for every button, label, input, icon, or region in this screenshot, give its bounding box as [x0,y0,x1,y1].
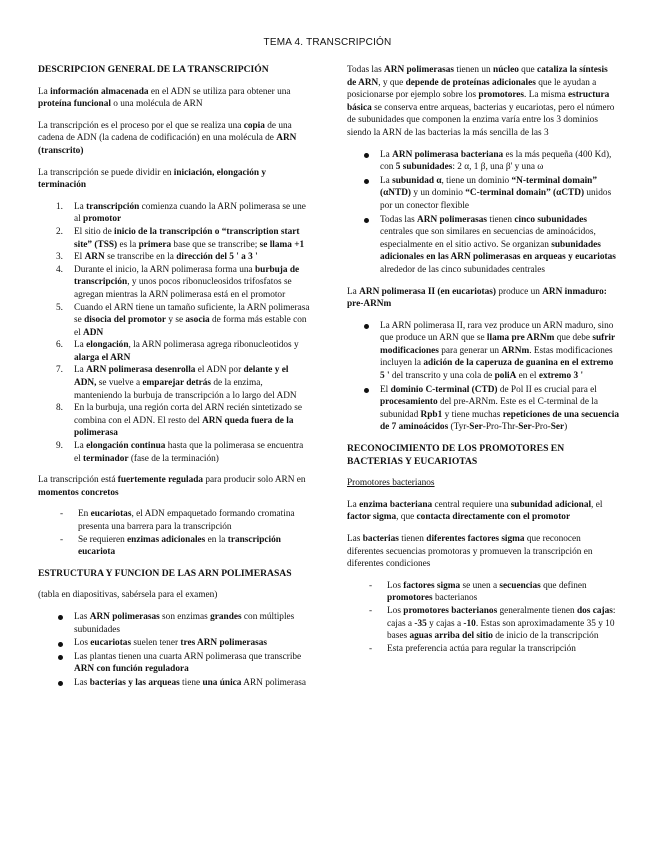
text-run: centrales que son similares en secuencias de aminoácidos, especialmente en el sitio activo. Se organizan [380,227,596,250]
bold-text: ARN con función reguladora [74,664,189,675]
text-run: se unen a [460,580,500,591]
bold-text: transcripción eucariota [78,534,281,558]
bold-text: llama pre ARNm [486,333,555,344]
text-run: que debe [554,333,593,344]
bold-text: enzimas adicionales [127,534,206,545]
text-run: se vuelve a [96,378,143,389]
bold-text: adición de la caperuza de guanina en el extremo 5 ' [380,358,614,382]
bold-text: disocia del promotor [84,315,167,326]
bold-text: dirección del 5 ' a 3 ' [176,252,258,263]
text-run: La [380,175,393,186]
text-run: o una molécula de ARN [110,99,203,110]
numbered-list-steps [38,201,310,465]
text-run: y tiene muchas [442,409,503,420]
text-run: que definen [540,580,587,591]
text-run: Los [74,638,91,649]
text-run: de una cadena de ADN (la cadena de codificación) en una molécula de [38,120,292,144]
text-run: se transcribe en la [104,252,177,263]
bold-text: -35 [414,618,427,629]
bold-text: subunidad adicional [510,499,592,510]
list-item [347,580,619,605]
list-item [38,226,310,251]
bold-text: factores sigma [403,580,461,591]
list-item [38,264,310,302]
dash-list [38,508,310,558]
section-heading-overview: DESCRIPCION GENERAL DE LA TRANSCRIPCIÓN [38,64,269,75]
bold-text: Ser [550,422,565,433]
list-item [38,508,310,533]
bold-text: enzima bacteriana [359,499,433,510]
section-heading-structure: ESTRUCTURA Y FUNCION DE LAS ARN POLIMERASAS [38,567,292,579]
text-run: Durante el inicio, la ARN polimerasa forma una [74,264,255,275]
list-item [38,637,310,650]
text-run: La ARN polimerasa II, rara vez produce un ARN maduro, sino que produce un ARN que se [380,320,614,344]
bold-text: iniciación, elongación y terminación [38,167,266,191]
bold-text: asocia [185,315,210,326]
text-run: y se [166,315,186,326]
bold-text: ARN [84,252,105,263]
text-run: La [74,201,87,212]
text-run: tiene [179,677,203,688]
text-run: de Pol II es crucial para el [497,384,597,395]
paragraph [347,286,619,311]
paragraph [38,167,310,192]
paragraph [38,86,310,111]
text-run: , el ADN empaquetado formando cromatina presenta una barrera para la transcripción [78,509,295,532]
bold-text: eucariotas [90,509,132,520]
text-run: , y unos pocos ribonucleosidos trifosfatos se agregan mientras la ARN polimerasa está en el promotor [74,277,292,300]
bold-text: “C-terminal domain” (αCTD) [465,188,585,199]
list-item [38,302,310,340]
bold-text: ARN polimerasas [89,611,160,622]
text-run: La [380,149,393,160]
text-run: que [518,65,537,75]
text-run: Las [74,611,90,622]
list-item [347,643,619,656]
text-run: : cajas a [387,605,616,629]
text-run: para producir solo ARN en [203,475,306,486]
bold-text: procesamiento [380,397,438,408]
text-run: El [380,384,391,395]
bold-text: subunidades adicionales en las ARN polimerasas en arqueas y eucariotas [380,239,616,263]
text-run: ) [564,422,568,433]
text-run: son enzimas [159,611,211,622]
subheading-bacterial-promoters: Promotores bacterianos [347,478,435,489]
list-number: 8. [56,403,63,414]
text-run: es la [117,239,139,250]
bold-text: ARN polimerasa bacteriana [392,149,504,160]
list-item [38,364,310,402]
text-run: produce un [496,286,543,297]
bold-text: ARN polimerasa II (en eucariotas) [359,286,496,297]
text-run: (fase de la terminación) [128,453,219,464]
bold-text: delante y el ADN, [74,365,289,389]
list-item [38,440,310,465]
bold-text: se llama +1 [259,239,305,250]
bold-text: dos cajas [576,605,613,616]
bold-text: alarga el ARN [74,352,131,363]
list-item [347,605,619,643]
text-run: La [38,86,51,97]
bold-text: cataliza la síntesis de ARN [347,65,608,88]
text-run: es la más pequeña (400 Kd), con [380,149,612,173]
text-run: base que se transcribe; [171,239,260,250]
bold-text: fuertemente regulada [117,475,204,486]
bold-text: -10 [463,618,476,629]
bold-text: dominio C-terminal (CTD) [390,384,498,395]
text-run: Los [387,580,404,591]
paragraph-note: (tabla en diapositivas, sabérsela para el examen) [38,590,218,601]
text-run: Las [347,534,363,544]
bold-text: tres ARN polimerasas [180,638,267,649]
list-item [38,611,310,636]
text-run: , y que [378,77,406,88]
dash-list [347,580,619,656]
text-run: comienza cuando la ARN polimerasa se une al [74,201,306,225]
text-run: ARN polimerasa [241,677,307,688]
bold-text: “N-terminal domain” (αNTD) [380,175,597,199]
text-run: Las plantas tienen una cuarta ARN polimerasa que transcribe [74,651,302,662]
bold-text: promotores [478,90,525,101]
list-item [347,214,619,277]
list-item [38,201,310,226]
text-run: unidos por un conector flexible [380,188,612,211]
text-run: , que [396,512,417,523]
text-run: central requiere una [432,499,511,510]
bold-text: promotores bacterianos [403,605,498,616]
text-run: Los [387,605,404,616]
bold-text: ARN queda fuera de la polimerasa [74,415,294,439]
left-column [38,64,310,699]
bold-text: ARN polimerasas [384,65,455,75]
bullet-list [347,320,619,434]
bold-text: ARN polimerasa desenrolla [86,365,196,376]
text-run: de forma más estable con el [74,315,307,338]
paragraph [347,64,619,140]
text-run: . Estas modificaciones incluyen la [380,345,613,369]
text-run: La [74,340,87,351]
text-run: La transcripción se puede dividir en [38,167,174,178]
text-run: Todas las [380,214,418,225]
bold-text: factor sigma [347,512,397,523]
bold-text: eucariotas [90,638,132,649]
bold-text: emparejar detrás [142,378,212,389]
bold-text: terminador [83,453,129,464]
text-run: hasta que la polimerasa se encuentra el [74,441,304,464]
bold-text: poliA [494,371,517,382]
bold-text: Ser [469,422,483,433]
bold-text: elongación [86,340,129,351]
list-number: 2. [56,226,63,237]
paragraph [38,120,310,158]
text-run: . La misma [524,90,568,101]
text-run: La [74,441,87,452]
text-run: de la enzima, manteniendo la burbuja de transcripción a lo largo del ADN [74,378,297,401]
text-run: que le ayudan a posicionarse por ejemplo sobre los [347,77,597,101]
text-run: En [78,509,91,520]
bold-text: núcleo [493,65,519,75]
text-run: que reconocen diferentes secuencias promotoras y promueven la transcripción en diferentes condiciones [347,534,593,570]
bold-text: repeticiones de una secuencia de 7 aminoácidos [380,409,619,433]
bold-text: sufrir modificaciones [380,333,615,356]
bold-text: transcripción [86,201,140,212]
list-number: 7. [56,365,63,376]
list-number: 3. [56,252,63,263]
text-run: generalmente tienen [497,605,577,616]
bold-text: momentos concretos [38,487,119,498]
bold-text: ARN (transcrito) [38,133,297,156]
paragraph [38,474,310,499]
bold-text: diferentes factores sigma [426,534,525,544]
list-number: 9. [56,441,63,452]
text-run: , tiene un dominio [441,175,512,186]
bold-text: extremo 3 ' [538,371,584,382]
bold-text: ARN polimerasas [417,214,488,225]
bold-text: elongación continua [86,441,166,452]
text-run: , el [591,499,603,510]
text-run: en el ADN se utiliza para obtener una [148,86,291,97]
list-item [347,384,619,434]
bold-text: aguas arriba del sitio [409,631,493,642]
text-run: alrededor de las cinco subunidades centrales [380,264,545,275]
text-run: La transcripción está [38,475,118,486]
bold-text: contacta directamente con el promotor [416,512,571,523]
text-run: -Pro-Thr- [482,422,519,433]
list-number: 4. [56,264,63,275]
bold-text: bacterias [362,534,399,544]
text-run: , la ARN polimerasa agrega ribonucleotidos y [128,340,299,351]
bullet-list [347,149,619,277]
bold-text: depende de proteínas adicionales [405,77,536,88]
bold-text: primera [138,239,172,250]
bullet-list [38,611,310,690]
text-run: Esta preferencia actúa para regular la transcripción [387,643,576,654]
text-run: del pre-ARNm. Este es el C-terminal de la subunidad [380,397,598,420]
right-column [347,64,619,664]
bold-text: estructura básica [347,90,610,113]
section-heading-promoters: RECONOCIMIENTO DE LOS PROMOTORES EN BACTERIAS Y EUCARIOTAS [347,443,565,467]
list-item [38,402,310,440]
text-run: La [347,499,360,510]
list-item [38,651,310,676]
text-run: Todas las [347,65,385,75]
bold-text: secuencias [499,580,541,591]
text-run: en la [205,534,228,545]
bold-text: una única [202,677,242,688]
bold-text: ARN inmaduro: pre-ARNm [347,286,607,310]
bold-text: burbuja de transcripción [74,264,300,288]
bold-text: inicio de la transcripción o “transcription start site” (TSS) [74,226,300,250]
bold-text: ARNm [501,345,530,356]
text-run: : 2 α, 1 β, una β' y una ω [452,162,544,173]
paragraph [347,533,619,571]
text-run: y un dominio [411,188,466,199]
text-run: La [347,286,360,297]
text-run: En la burbuja, una región corta del ARN recién sintetizado se combina con el ADN. El resto del [74,403,302,426]
paragraph [347,499,619,524]
text-run: La transcripción es el proceso por el que se realiza una [38,120,244,131]
list-number: 6. [56,340,63,351]
page-header: TEMA 4. TRANSCRIPCIÓN [263,37,392,48]
text-run: bacterianos [432,593,478,604]
text-run: tienen un [454,65,494,75]
bold-text: subunidad α [392,175,442,186]
text-run: en el [516,371,539,382]
text-run: El [74,252,85,263]
bold-text: Ser [518,422,532,433]
text-run: y cajas a [426,618,464,629]
list-item [347,320,619,383]
text-run: Se requieren [78,534,128,545]
list-item [347,149,619,174]
text-run: (Tyr- [448,422,470,433]
list-number: 5. [56,302,63,313]
text-run: . Estas son aproximadamente 35 y 10 bases [387,618,615,642]
bold-text: Rpb1 [420,409,443,420]
list-item [38,339,310,364]
list-item [38,534,310,559]
text-run: de inicio de la transcripción [492,631,599,642]
text-run: se conserva entre arqueas, bacterias y eucariotas, pero el número de subunidades que componen la enzima varía entre los 3 dominios siendo la ARN de las bacterias la más sencilla de las 3 [347,102,615,138]
text-run: con múltiples subunidades [74,611,295,635]
bold-text: 5 subunidades [395,162,453,173]
text-run: para generar un [438,345,502,356]
bold-text: proteína funcional [38,99,111,110]
bold-text: ADN [83,327,104,338]
text-run: del transcrito y una cola de [389,371,495,382]
text-run: suelen tener [131,638,181,649]
list-item [38,677,310,690]
bold-text: grandes [210,611,242,622]
text-run: Cuando el ARN tiene un tamaño suficiente, la ARN polimerasa se [74,302,310,326]
text-run: Las [74,677,90,688]
bold-text: bacterias y las arqueas [89,677,180,688]
list-item [38,251,310,264]
list-item [347,175,619,213]
text-run: La [74,365,87,376]
text-run: el ADN por [195,365,244,376]
text-run: -Pro- [531,422,551,433]
text-run: El sitio de [74,226,115,237]
list-number: 1. [56,201,63,212]
bold-text: cinco subunidades [514,214,588,225]
bold-text: copia [243,120,265,131]
bold-text: información almacenada [50,86,149,97]
bold-text: promotores [387,593,433,604]
bold-text: promotor [83,214,122,225]
text-run: tienen [398,534,427,544]
text-run: tienen [487,214,515,225]
